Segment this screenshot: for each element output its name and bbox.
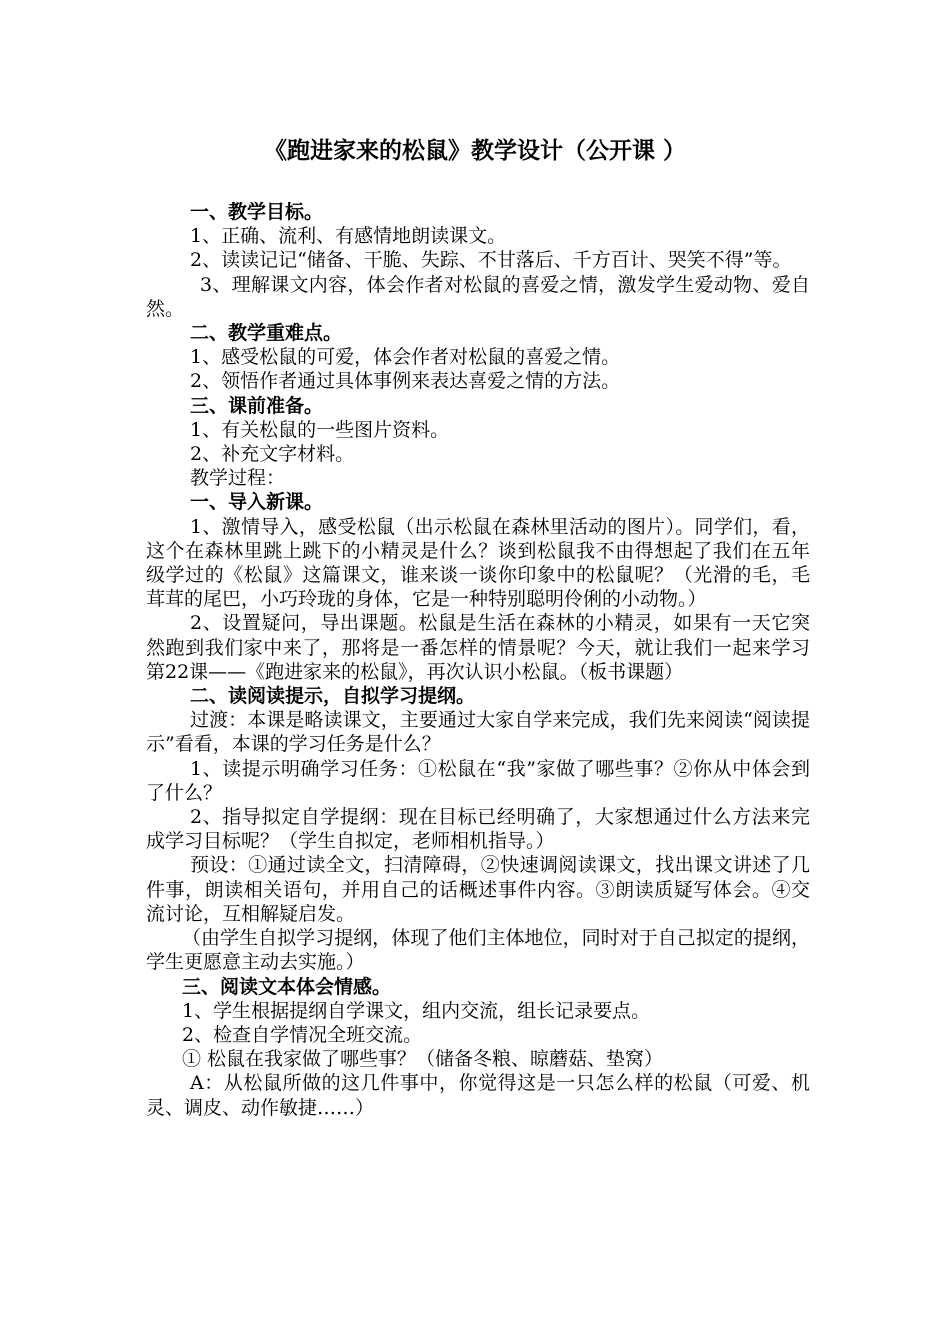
paragraph: 过渡：本课是略读课文，主要通过大家自学来完成，我们先来阅读“阅读提示”看看，本课的学习任务是什么？ bbox=[146, 709, 810, 756]
document-title: 《跑进家来的松鼠》教学设计（公开课 ） bbox=[263, 138, 686, 164]
paragraph: 预设：①通过读全文，扫清障碍，②快速调阅读课文，找出课文讲述了几件事，朗读相关语句，并用自己的话概述事件内容。③朗读质疑写体会。④交流讨论，互相解疑启发。 bbox=[146, 854, 810, 925]
paragraph: 3、理解课文内容，体会作者对松鼠的喜爱之情，激发学生爱动物、爱自然。 bbox=[146, 273, 810, 320]
section-heading-objectives: 一、教学目标。 bbox=[190, 201, 324, 223]
paragraph: 2、指导拟定自学提纲：现在目标已经明确了，大家想通过什么方法来完成学习目标呢？（学生自拟定，老师相机指导。） bbox=[146, 806, 810, 853]
paragraph: 1、学生根据提纲自学课文，组内交流，组长记录要点。 bbox=[182, 999, 651, 1022]
document-body bbox=[146, 200, 810, 1120]
section-heading-preparation: 三、课前准备。 bbox=[190, 394, 324, 417]
paragraph: 2、领悟作者通过具体事例来表达喜爱之情的方法。 bbox=[190, 370, 621, 393]
paragraph: 2、设置疑问，导出课题。松鼠是生活在森林的小精灵，如果有一天它突然跑到我们家中来了，那将是一番怎样的情景呢？今天，就让我们一起来学习第22课——《跑进家来的松鼠》，再次认识小松鼠。（板书课题） bbox=[146, 612, 810, 683]
section-heading-key-points: 二、教学重难点。 bbox=[190, 322, 343, 345]
paragraph: 2、检查自学情况全班交流。 bbox=[182, 1023, 423, 1046]
paragraph: A：从松鼠所做的这几件事中，你觉得这是一只怎么样的松鼠（可爱、机灵、调皮、动作敏捷……） bbox=[146, 1072, 810, 1119]
paragraph: ① 松鼠在我家做了哪些事？（储备冬粮、晾蘑菇、垫窝） bbox=[182, 1048, 664, 1071]
section-heading-reading-text: 三、阅读文本体会情感。 bbox=[182, 975, 392, 998]
paragraph: （由学生自拟学习提纲，体现了他们主体地位，同时对于自己拟定的提纲，学生更愿意主动去实施。） bbox=[146, 927, 810, 974]
paragraph: 1、读提示明确学习任务：①松鼠在“我”家做了哪些事？②你从中体会到了什么？ bbox=[146, 757, 810, 804]
paragraph: 教学过程： bbox=[190, 467, 286, 490]
section-heading-reading-tips: 二、读阅读提示，自拟学习提纲。 bbox=[190, 685, 476, 708]
paragraph: 1、感受松鼠的可爱，体会作者对松鼠的喜爱之情。 bbox=[190, 346, 621, 369]
paragraph: 2、补充文字材料。 bbox=[190, 443, 355, 466]
paragraph: 1、激情导入，感受松鼠（出示松鼠在森林里活动的图片）。同学们，看，这个在森林里跳上跳下的小精灵是什么？谈到松鼠我不由得想起了我们在五年级学过的《松鼠》这篇课文，谁来谈一谈你印象中的松鼠呢？（光滑的毛，毛茸茸的尾巴，小巧玲珑的身体，它是一种特别聪明伶俐的小动物。） bbox=[146, 515, 810, 611]
paragraph: 2、读读记记“储备、干脆、失踪、不甘落后、千方百计、哭笑不得”等。 bbox=[190, 249, 792, 272]
section-heading-introduction: 一、导入新课。 bbox=[190, 491, 324, 514]
paragraph: 1、有关松鼠的一些图片资料。 bbox=[190, 418, 450, 441]
paragraph: 1、正确、流利、有感情地朗读课文。 bbox=[190, 225, 507, 248]
